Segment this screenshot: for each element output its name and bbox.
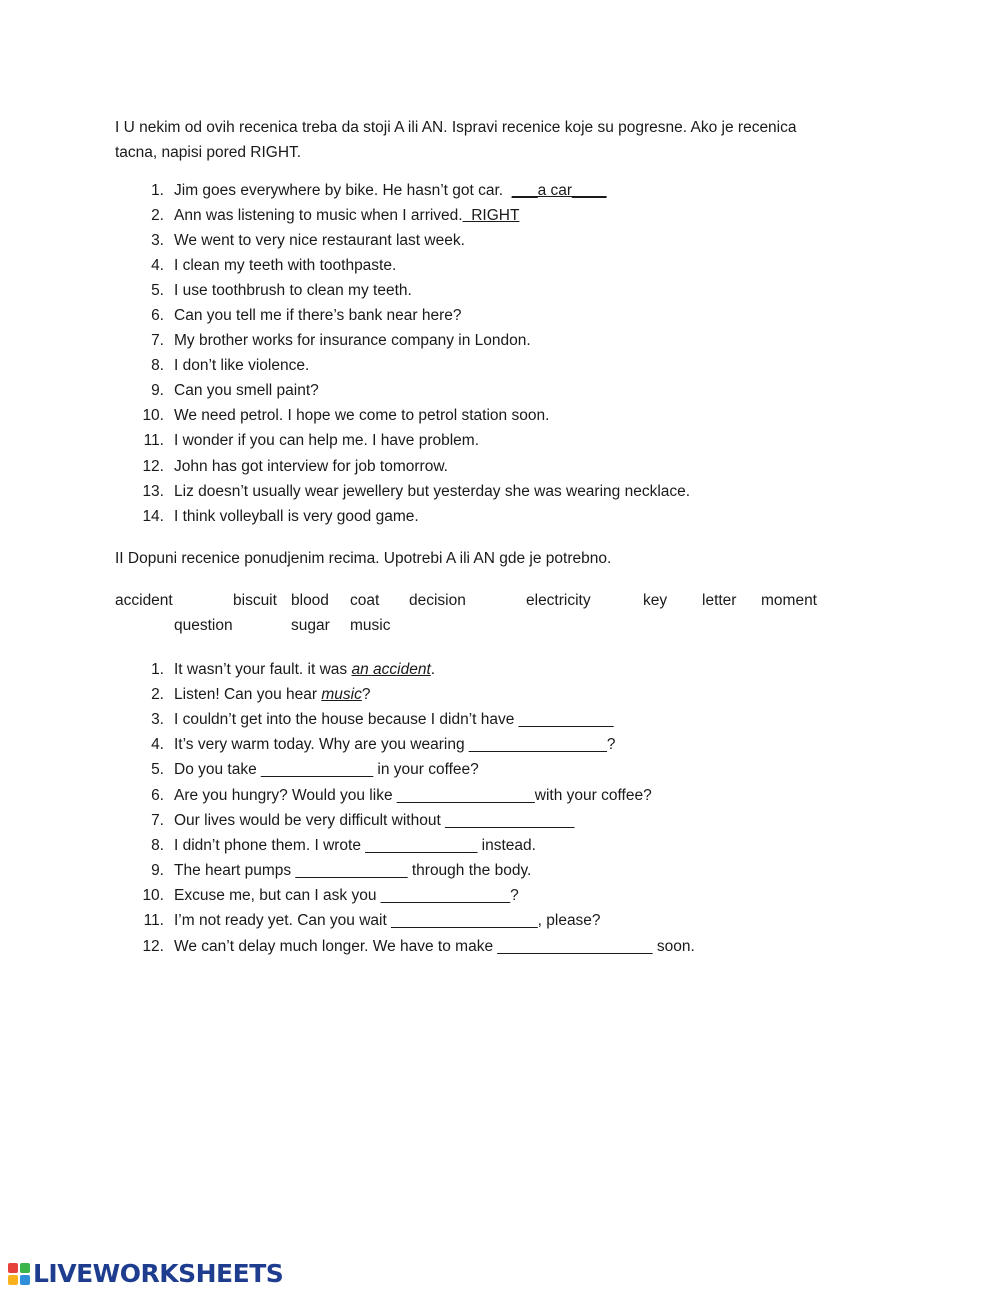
word-bank-item: biscuit	[233, 592, 277, 609]
item-text: Ann was listening to music when I arrived.	[174, 206, 463, 224]
item-text: Are you hungry? Would you like ________________with your coffee?	[174, 786, 652, 804]
list-item	[115, 404, 855, 429]
item-text: I use toothbrush to clean my teeth.	[174, 281, 412, 299]
liveworksheets-logo[interactable]	[8, 1259, 283, 1288]
list-item	[115, 303, 855, 328]
word-bank-item: blood	[291, 592, 329, 609]
word-bank-item: electricity	[526, 592, 591, 609]
item-number: 7.	[151, 811, 164, 829]
item-text: It’s very warm today. Why are you wearing ________________?	[174, 736, 616, 754]
item-text: My brother works for insurance company in London.	[174, 332, 531, 350]
list-item	[115, 203, 855, 228]
item-number: 12.	[142, 457, 164, 475]
list-item	[115, 454, 855, 479]
item-number: 1.	[151, 181, 164, 199]
list-item	[115, 228, 855, 253]
item-number: 4.	[151, 736, 164, 754]
item-text: I’m not ready yet. Can you wait _________________, please?	[174, 912, 601, 930]
item-text: We can’t delay much longer. We have to make __________________ soon.	[174, 937, 695, 955]
logo-square-blue	[20, 1275, 30, 1285]
word-bank-item: accident	[115, 592, 173, 609]
list-item	[115, 253, 855, 278]
answer-field[interactable]: music	[321, 685, 362, 703]
item-text: We need petrol. I hope we come to petrol station soon.	[174, 407, 550, 425]
item-number: 13.	[142, 482, 164, 500]
list-item	[115, 833, 855, 858]
answer-field[interactable]: RIGHT	[462, 206, 520, 224]
list-item	[115, 429, 855, 454]
item-text: We went to very nice restaurant last week.	[174, 231, 465, 249]
list-item	[115, 329, 855, 354]
item-number: 9.	[151, 862, 164, 880]
answer-field[interactable]: ___a car____	[511, 181, 607, 199]
item-number: 6.	[151, 307, 164, 325]
item-number: 1.	[151, 660, 164, 678]
item-number: 4.	[151, 256, 164, 274]
item-text: The heart pumps _____________ through the body.	[174, 862, 532, 880]
list-item	[115, 733, 855, 758]
logo-square-yellow	[8, 1275, 18, 1285]
item-number: 12.	[142, 937, 164, 955]
section1-instructions	[115, 115, 855, 165]
item-text: Excuse me, but can I ask you _______________?	[174, 887, 519, 905]
item-text: Liz doesn’t usually wear jewellery but yesterday she was wearing necklace.	[174, 482, 691, 500]
item-text: Can you tell me if there’s bank near here?	[174, 307, 462, 325]
item-text: I don’t like violence.	[174, 357, 310, 375]
item-number: 5.	[151, 761, 164, 779]
item-number: 3.	[151, 231, 164, 249]
section2-list	[115, 657, 855, 959]
list-item	[115, 707, 855, 732]
list-item	[115, 354, 855, 379]
logo-square-red	[8, 1263, 18, 1273]
section1-intro-line1: I U nekim od ovih recenica treba da stoji A ili AN. Ispravi recenice koje su pogresne. Ako je recenica	[115, 119, 797, 136]
list-item	[115, 859, 855, 884]
item-number: 9.	[151, 382, 164, 400]
item-text: Jim goes everywhere by bike. He hasn’t got car.	[174, 181, 512, 199]
list-item	[115, 379, 855, 404]
item-text: I didn’t phone them. I wrote _____________ instead.	[174, 836, 536, 854]
item-text: Can you smell paint?	[174, 382, 319, 400]
item-text: I wonder if you can help me. I have problem.	[174, 432, 479, 450]
item-number: 8.	[151, 836, 164, 854]
item-number: 5.	[151, 281, 164, 299]
item-text-end: .	[430, 660, 436, 678]
item-text: I couldn’t get into the house because I didn’t have ___________	[174, 710, 614, 728]
word-bank	[115, 592, 855, 644]
word-bank-item: letter	[702, 592, 737, 609]
logo-square-green	[20, 1263, 30, 1273]
item-number: 10.	[142, 887, 164, 905]
brand-name: LIVEWORKSHEETS	[33, 1259, 284, 1288]
word-bank-item: coat	[350, 592, 380, 609]
list-item	[115, 178, 855, 203]
word-bank-item: decision	[409, 592, 466, 609]
list-item	[115, 657, 855, 682]
list-item	[115, 682, 855, 707]
word-bank-item: moment	[761, 592, 817, 609]
list-item	[115, 909, 855, 934]
item-number: 8.	[151, 357, 164, 375]
list-item	[115, 504, 855, 529]
list-item	[115, 808, 855, 833]
item-text: John has got interview for job tomorrow.	[174, 457, 448, 475]
item-number: 3.	[151, 710, 164, 728]
item-number: 11.	[143, 432, 164, 450]
list-item	[115, 758, 855, 783]
word-bank-item: sugar	[291, 617, 330, 634]
item-text: Our lives would be very difficult without _______________	[174, 811, 575, 829]
list-item	[115, 278, 855, 303]
item-number: 6.	[151, 786, 164, 804]
item-text-end: ?	[361, 685, 371, 703]
word-bank-item: question	[174, 617, 233, 634]
section1-intro-line2: tacna, napisi pored RIGHT.	[115, 144, 302, 161]
item-number: 2.	[151, 206, 164, 224]
item-text: It wasn’t your fault. it was	[174, 660, 352, 678]
item-text: I think volleyball is very good game.	[174, 507, 419, 525]
item-text: Do you take _____________ in your coffee?	[174, 761, 479, 779]
section1-list	[115, 178, 855, 529]
logo-icon	[8, 1263, 30, 1285]
list-item	[115, 479, 855, 504]
item-number: 2.	[151, 685, 164, 703]
item-number: 14.	[142, 507, 164, 525]
item-text: Listen! Can you hear	[174, 685, 322, 703]
section1	[115, 115, 855, 529]
item-number: 10.	[142, 407, 164, 425]
item-text: I clean my teeth with toothpaste.	[174, 256, 397, 274]
item-number: 11.	[143, 912, 164, 930]
answer-field[interactable]: an accident	[351, 660, 431, 678]
section2-instructions: II Dopuni recenice ponudjenim recima. Upotrebi A ili AN gde je potrebno.	[115, 550, 612, 567]
item-number: 7.	[151, 332, 164, 350]
list-item	[115, 884, 855, 909]
word-bank-item: key	[643, 592, 668, 609]
list-item	[115, 783, 855, 808]
word-bank-item: music	[350, 617, 391, 634]
list-item	[115, 934, 855, 959]
